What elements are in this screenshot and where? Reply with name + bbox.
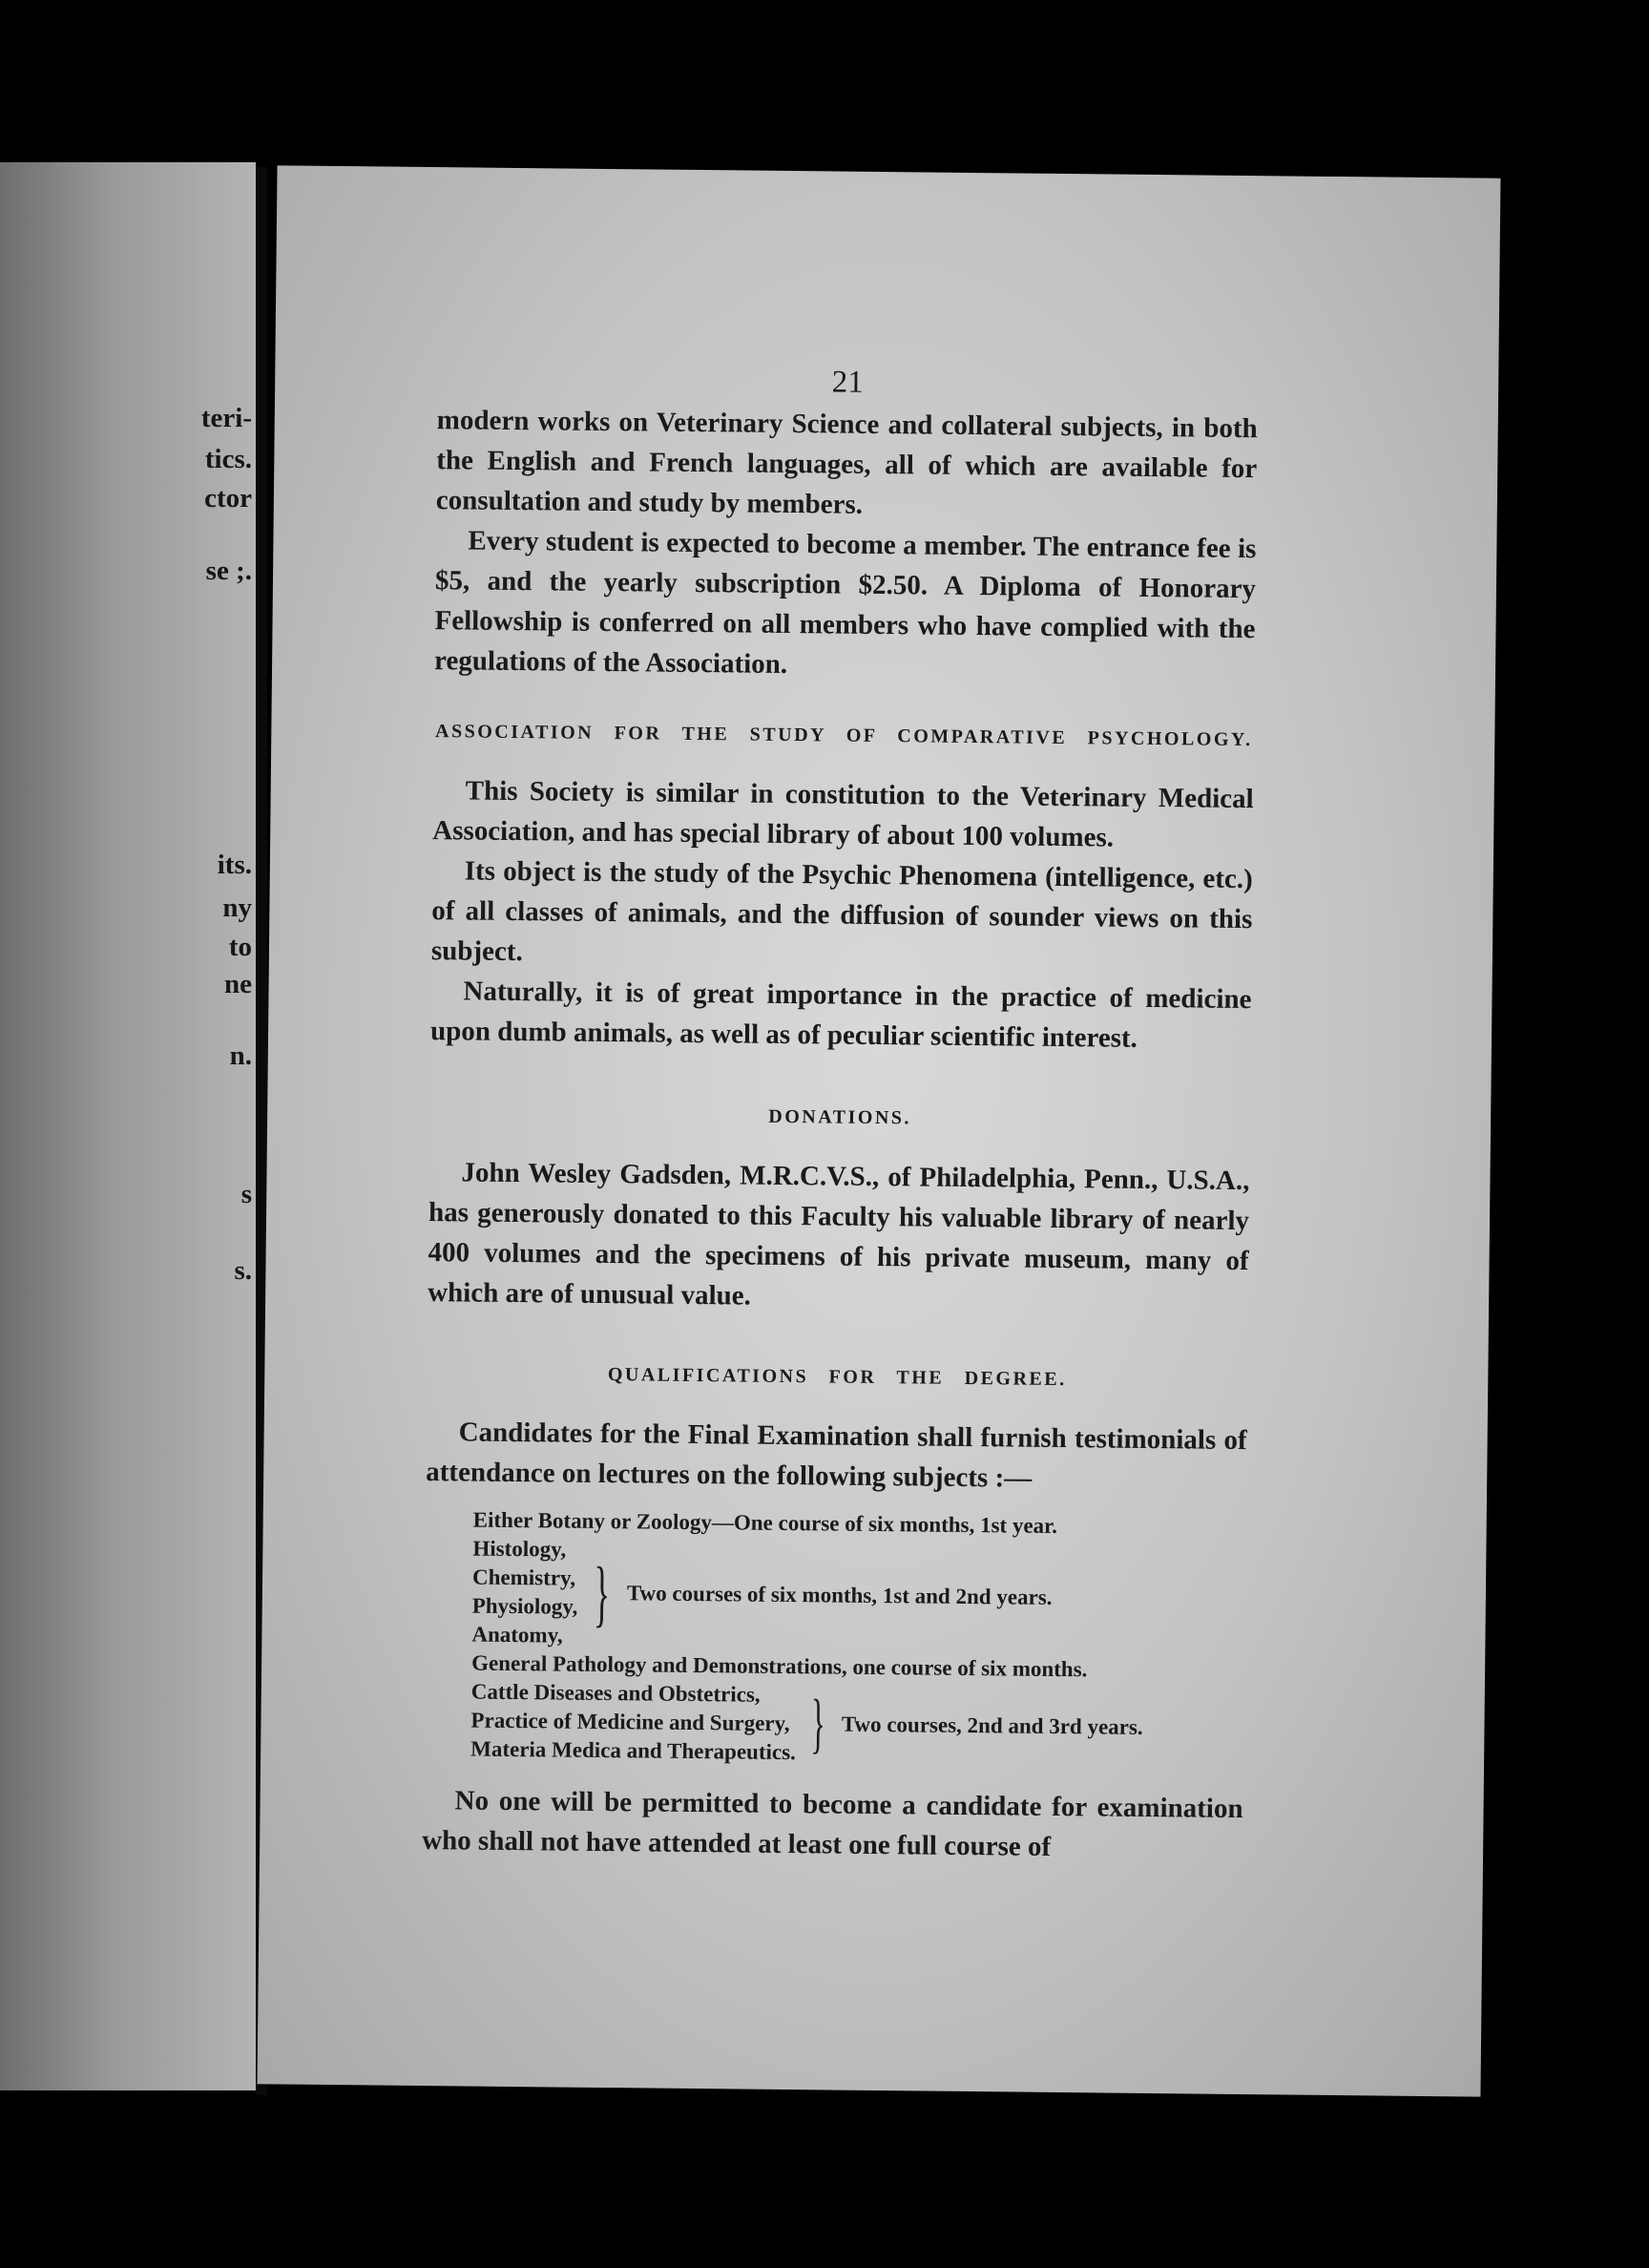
subject-group-note: Two courses, 2nd and 3rd years.	[841, 1712, 1143, 1739]
subject-item: Chemistry,	[471, 1564, 576, 1590]
curly-brace-icon: }	[810, 1687, 825, 1761]
donations-paragraph: John Wesley Gadsden, M.R.C.V.S., of Philadelphia, Penn., U.S.A., has generously donated to this Faculty his valuable library of nearly 400 volumes and the specimens of his private museum, many of which are of unusual value.	[428, 1157, 1250, 1312]
left-page-fragment	[0, 162, 256, 2090]
subject-item: Cattle Diseases and Obstetrics,	[470, 1679, 761, 1707]
association-paragraph-1: This Society is similar in constitution to the Veterinary Medical Association, and has special library of about 100 volumes.	[432, 775, 1254, 853]
subject-group-clinical	[470, 1678, 1244, 1772]
left-text-fragment: ne	[224, 969, 252, 999]
left-text-fragment: its.	[217, 850, 252, 880]
membership-paragraph: Every student is expected to become a member. The entrance fee is $5, and the yearly subscription $2.50. A Diploma of Honorary Fellowship is conferred on all members who have complied with the regulations of the Association.	[433, 525, 1257, 680]
subject-line-botany: Either Botany or Zoology—One course of six months, 1st year.	[472, 1507, 1058, 1538]
left-text-fragment: s	[240, 1179, 252, 1209]
subject-item: Histology,	[472, 1536, 567, 1562]
left-text-fragment: s.	[234, 1255, 252, 1286]
left-text-fragment: ctor	[204, 483, 252, 514]
subject-line-pathology: General Pathology and Demonstrations, one course of six months.	[471, 1650, 1088, 1682]
association-paragraph-2: Its object is the study of the Psychic Phenomena (intelligence, etc.) of all classes of animals, and the diffusion of sounder views on this subject.	[430, 855, 1253, 968]
subject-item: Materia Medica and Therapeutics.	[470, 1736, 797, 1765]
left-text-fragment: ny	[222, 892, 252, 923]
subjects-list	[470, 1506, 1246, 1772]
subject-group-basic-sciences	[471, 1535, 1245, 1657]
subject-item: Anatomy,	[471, 1622, 563, 1648]
association-heading: ASSOCIATION FOR THE STUDY OF COMPARATIVE PSYCHOLOGY.	[434, 721, 1253, 751]
subject-group-note: Two courses of six months, 1st and 2nd years.	[626, 1581, 1053, 1609]
document-page	[258, 165, 1501, 2096]
intro-paragraph: modern works on Veterinary Science and collateral subjects, in both the English and French languages, all of which are available for consultation and study by members.	[435, 405, 1258, 520]
qualifications-heading: QUALIFICATIONS FOR THE DEGREE.	[607, 1364, 1067, 1391]
left-text-fragment: to	[228, 932, 252, 962]
association-paragraph-3: Naturally, it is of great importance in the practice of medicine upon dumb animals, as well as of peculiar scientific interest.	[429, 976, 1252, 1054]
donations-heading: DONATIONS.	[768, 1105, 912, 1129]
subject-item: Physiology,	[471, 1593, 578, 1619]
page-number: 21	[831, 365, 864, 400]
left-text-fragment: n.	[229, 1040, 252, 1071]
subject-item: Practice of Medicine and Surgery,	[470, 1708, 790, 1736]
left-text-fragment: tics.	[204, 444, 252, 474]
final-paragraph: No one will be permitted to become a candidate for examination who shall not have attended at least one full course of	[422, 1785, 1243, 1862]
curly-brace-icon: }	[593, 1550, 611, 1635]
page-content	[422, 358, 1258, 1869]
subject-group-items	[470, 1678, 797, 1768]
left-text-fragment: se ;.	[205, 556, 252, 586]
left-text-fragment: teri-	[200, 403, 252, 433]
subject-group-items	[471, 1535, 578, 1650]
qualifications-paragraph: Candidates for the Final Examination shall furnish testimonials of attendance on lectures on the following subjects :—	[426, 1417, 1247, 1494]
